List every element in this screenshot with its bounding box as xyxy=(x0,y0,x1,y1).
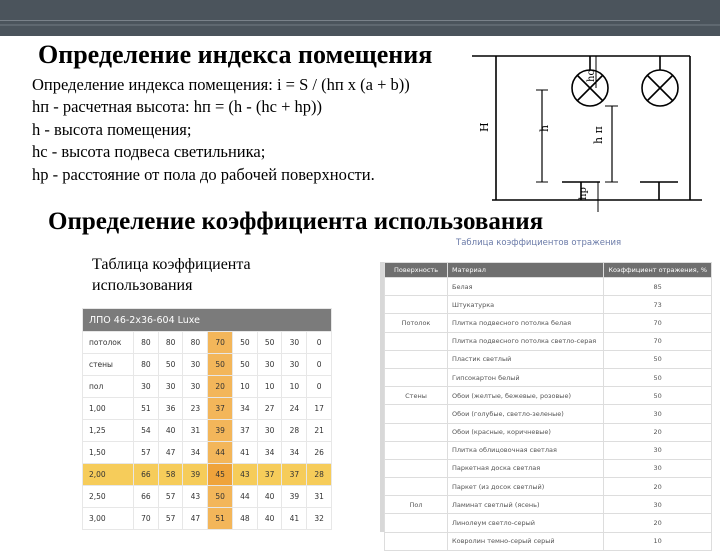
table-cell: 27 xyxy=(257,398,282,420)
label-hp: hр xyxy=(578,187,589,200)
table-cell: 73 xyxy=(604,296,712,314)
table-row xyxy=(385,441,712,459)
room-index-title: Определение индекса помещения xyxy=(38,40,433,69)
table-row xyxy=(385,332,712,350)
table-cell: 57 xyxy=(158,508,183,530)
table-cell: Гипсокартон белый xyxy=(448,368,604,386)
table-cell: 37 xyxy=(208,398,233,420)
table-cell: Ковролин темно-серый серый xyxy=(448,532,604,550)
hc-definition: hc - высота подвеса светильника; xyxy=(32,142,266,162)
table-cell: Линолеум светло-серый xyxy=(448,514,604,532)
table-cell: 57 xyxy=(158,486,183,508)
table-cell: 28 xyxy=(307,464,332,486)
table-cell xyxy=(385,405,448,423)
utilization-caption xyxy=(92,254,251,296)
table-row xyxy=(83,464,332,486)
table-row xyxy=(385,314,712,332)
table-cell: 30 xyxy=(604,441,712,459)
table-cell: 70 xyxy=(133,508,158,530)
table-cell: 70 xyxy=(208,332,233,354)
table-cell: 30 xyxy=(604,405,712,423)
label-H: H xyxy=(478,122,491,132)
table-cell: потолок xyxy=(83,332,134,354)
table-cell: Ламинат светлый (ясень) xyxy=(448,496,604,514)
table-cell: 30 xyxy=(282,332,307,354)
table-cell: 34 xyxy=(232,398,257,420)
table-cell: 80 xyxy=(133,354,158,376)
table-cell: 50 xyxy=(604,368,712,386)
refl-header-material: Материал xyxy=(448,263,604,278)
table-cell: 40 xyxy=(158,420,183,442)
table-cell: 50 xyxy=(232,354,257,376)
formula-line: Определение индекса помещения: i = S / (hп x (a + b)) xyxy=(32,75,410,94)
table-cell: 30 xyxy=(183,354,208,376)
table-cell: стены xyxy=(83,354,134,376)
label-hc: hc xyxy=(586,69,597,82)
table-cell: 57 xyxy=(133,442,158,464)
table-cell: 39 xyxy=(183,464,208,486)
table-cell: Штукатурка xyxy=(448,296,604,314)
table-cell: 45 xyxy=(208,464,233,486)
table-cell: 26 xyxy=(307,442,332,464)
table-cell xyxy=(385,441,448,459)
table-cell: 50 xyxy=(604,350,712,368)
table-cell: 40 xyxy=(257,508,282,530)
table-cell: 34 xyxy=(183,442,208,464)
reflection-table xyxy=(384,262,712,551)
table-cell: 30 xyxy=(183,376,208,398)
table-cell: 34 xyxy=(257,442,282,464)
table-cell: 41 xyxy=(232,442,257,464)
table-cell: 1,00 xyxy=(83,398,134,420)
table-row xyxy=(385,423,712,441)
table-cell: Плитка подвесного потолка белая xyxy=(448,314,604,332)
table-cell: 32 xyxy=(307,508,332,530)
table-cell: 41 xyxy=(282,508,307,530)
table-cell: 51 xyxy=(133,398,158,420)
table-cell: 1,50 xyxy=(83,442,134,464)
table-cell: 50 xyxy=(232,332,257,354)
table-cell: 43 xyxy=(232,464,257,486)
table-cell: 70 xyxy=(604,314,712,332)
table-cell: 28 xyxy=(282,420,307,442)
table-cell: 2,50 xyxy=(83,486,134,508)
table-cell: Обои (желтые, бежевые, розовые) xyxy=(448,387,604,405)
table-cell: 30 xyxy=(604,496,712,514)
table-cell: 0 xyxy=(307,354,332,376)
table-cell: 30 xyxy=(158,376,183,398)
table-cell xyxy=(385,368,448,386)
table-row xyxy=(83,398,332,420)
table-cell: 31 xyxy=(183,420,208,442)
table-cell: 47 xyxy=(158,442,183,464)
table-row xyxy=(385,368,712,386)
table-cell: 47 xyxy=(183,508,208,530)
table-cell xyxy=(385,332,448,350)
table-cell: 58 xyxy=(158,464,183,486)
table-cell: 40 xyxy=(257,486,282,508)
table-cell: 0 xyxy=(307,332,332,354)
table-cell xyxy=(385,459,448,477)
table-cell: 37 xyxy=(282,464,307,486)
table-cell: 43 xyxy=(183,486,208,508)
table-cell: 50 xyxy=(604,387,712,405)
table-cell: 48 xyxy=(232,508,257,530)
table-cell: Пол xyxy=(385,496,448,514)
utilization-caption-line2: использования xyxy=(92,277,193,294)
table-cell: 20 xyxy=(208,376,233,398)
table-cell: 17 xyxy=(307,398,332,420)
utilization-title: Определение коэффициента использования xyxy=(48,208,544,235)
table-cell: 80 xyxy=(133,332,158,354)
table-cell: 51 xyxy=(208,508,233,530)
table-cell: 85 xyxy=(604,278,712,296)
table-cell: 39 xyxy=(282,486,307,508)
table-cell xyxy=(385,278,448,296)
table-row xyxy=(83,376,332,398)
table-cell: Потолок xyxy=(385,314,448,332)
top-bar-accent xyxy=(0,24,720,26)
table-cell: 30 xyxy=(257,354,282,376)
table-row xyxy=(385,496,712,514)
table-cell: 23 xyxy=(183,398,208,420)
label-hn: h п xyxy=(592,126,605,144)
table-cell: 37 xyxy=(232,420,257,442)
hn-definition: hп - расчетная высота: hп = (h - (hc + hp)) xyxy=(32,97,323,117)
table-cell: пол xyxy=(83,376,134,398)
table-cell: 66 xyxy=(133,486,158,508)
table-cell: 30 xyxy=(282,354,307,376)
utilization-table xyxy=(82,308,332,530)
table-cell xyxy=(385,423,448,441)
table-cell: 10 xyxy=(257,376,282,398)
table-cell: 30 xyxy=(604,459,712,477)
top-bar-line xyxy=(0,0,700,21)
table-row xyxy=(83,354,332,376)
table-cell: 30 xyxy=(257,420,282,442)
table-row xyxy=(83,508,332,530)
table-cell: 20 xyxy=(604,514,712,532)
table-cell: 50 xyxy=(158,354,183,376)
table-cell: Плитка подвесного потолка светло-серая xyxy=(448,332,604,350)
table-cell: 10 xyxy=(604,532,712,550)
top-bar xyxy=(0,0,720,36)
table-cell xyxy=(385,532,448,550)
table-cell: Пластик светлый xyxy=(448,350,604,368)
table-cell: Обои (голубые, светло-зеленые) xyxy=(448,405,604,423)
table-cell: 3,00 xyxy=(83,508,134,530)
table-cell: 10 xyxy=(282,376,307,398)
table-cell: Обои (красные, коричневые) xyxy=(448,423,604,441)
table-cell: 70 xyxy=(604,332,712,350)
hp-definition: hp - расстояние от пола до рабочей поверхности. xyxy=(32,164,375,184)
refl-header-surface: Поверхность xyxy=(385,263,448,278)
table-row xyxy=(385,532,712,550)
table-cell: 34 xyxy=(282,442,307,464)
table-row xyxy=(83,442,332,464)
table-cell xyxy=(385,296,448,314)
table-cell: 21 xyxy=(307,420,332,442)
reflection-caption: Таблица коэффициентов отражения xyxy=(456,238,622,248)
table-cell xyxy=(385,514,448,532)
table-row xyxy=(83,420,332,442)
table-cell: Плитка облицовочная светлая xyxy=(448,441,604,459)
table-cell: 50 xyxy=(257,332,282,354)
table-cell: Стены xyxy=(385,387,448,405)
utilization-table-header: ЛПО 46-2х36-604 Luxe xyxy=(83,309,332,332)
table-cell: 36 xyxy=(158,398,183,420)
table-row xyxy=(385,478,712,496)
table-cell: 24 xyxy=(282,398,307,420)
table-cell: 66 xyxy=(133,464,158,486)
table-cell: Паркет (из досок светлый) xyxy=(448,478,604,496)
table-cell: 80 xyxy=(183,332,208,354)
table-cell: 50 xyxy=(208,486,233,508)
table-cell: 31 xyxy=(307,486,332,508)
h-definition: h - высота помещения; xyxy=(32,119,192,139)
table-cell: 50 xyxy=(208,354,233,376)
table-cell xyxy=(385,478,448,496)
table-cell: Белая xyxy=(448,278,604,296)
table-row xyxy=(385,350,712,368)
table-cell: 44 xyxy=(232,486,257,508)
label-h: h xyxy=(538,124,551,132)
table-cell: 37 xyxy=(257,464,282,486)
table-cell: 30 xyxy=(133,376,158,398)
table-cell: 54 xyxy=(133,420,158,442)
table-cell: 39 xyxy=(208,420,233,442)
table-cell: 44 xyxy=(208,442,233,464)
room-diagram xyxy=(472,40,720,220)
table-row xyxy=(83,332,332,354)
table-cell: Паркетная доска светлая xyxy=(448,459,604,477)
table-row xyxy=(385,514,712,532)
table-row xyxy=(385,405,712,423)
table-row xyxy=(385,278,712,296)
table-cell: 80 xyxy=(158,332,183,354)
table-cell: 20 xyxy=(604,423,712,441)
table-cell: 10 xyxy=(232,376,257,398)
table-cell: 2,00 xyxy=(83,464,134,486)
table-cell: 20 xyxy=(604,478,712,496)
refl-header-coef: Коэффициент отражения, % xyxy=(604,263,712,278)
table-row xyxy=(385,459,712,477)
table-row xyxy=(385,296,712,314)
table-row xyxy=(385,387,712,405)
table-cell: 0 xyxy=(307,376,332,398)
utilization-caption-line1: Таблица коэффициента xyxy=(92,256,251,273)
definitions xyxy=(32,74,410,186)
table-row xyxy=(83,486,332,508)
table-cell xyxy=(385,350,448,368)
table-cell: 1,25 xyxy=(83,420,134,442)
